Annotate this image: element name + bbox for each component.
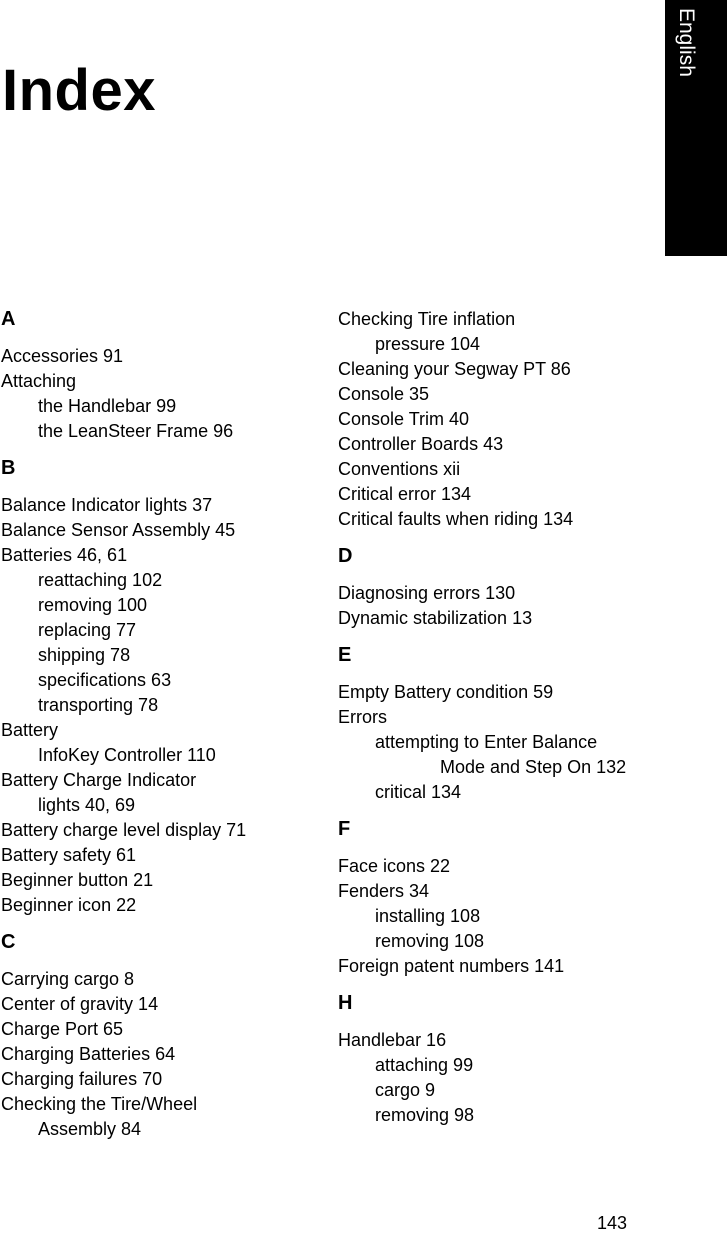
index-subentry: reattaching 102 — [38, 570, 163, 590]
index-entry: Empty Battery condition 59 — [338, 682, 554, 702]
section-spacer — [1, 918, 321, 930]
index-section — [338, 643, 658, 817]
page-title: Index — [2, 58, 156, 123]
index-subentry: pressure 104 — [375, 334, 481, 354]
page-number: 143 — [597, 1213, 628, 1233]
index-section — [1, 930, 321, 1142]
index-entry: Battery safety 61 — [1, 845, 137, 865]
index-subentry: cargo 9 — [375, 1080, 436, 1100]
index-entry: Foreign patent numbers 141 — [338, 956, 565, 976]
index-entry: Cleaning your Segway PT 86 — [338, 359, 571, 379]
language-tab-label: English — [675, 8, 698, 77]
index-entry: Conventions xii — [338, 459, 461, 479]
index-subentry: attaching 99 — [375, 1055, 474, 1075]
index-subentry: specifications 63 — [38, 670, 172, 690]
index-entry: Beginner icon 22 — [1, 895, 137, 915]
index-subentry: replacing 77 — [38, 620, 137, 640]
index-subentry: the LeanSteer Frame 96 — [38, 421, 234, 441]
index-entry: Charge Port 65 — [1, 1019, 124, 1039]
index-entry: Charging failures 70 — [1, 1069, 163, 1089]
index-entry: Console Trim 40 — [338, 409, 470, 429]
index-entry: Critical faults when riding 134 — [338, 509, 574, 529]
index-column-right — [338, 307, 658, 1128]
index-section — [338, 991, 658, 1128]
index-subentry: removing 98 — [375, 1105, 475, 1125]
index-entry: Checking Tire inflation — [338, 309, 516, 329]
index-entry: Accessories 91 — [1, 346, 124, 366]
index-entry: Face icons 22 — [338, 856, 451, 876]
index-subentry: removing 108 — [375, 931, 485, 951]
section-letter: H — [338, 992, 353, 1014]
section-spacer — [338, 631, 658, 643]
index-section — [338, 307, 658, 544]
index-entry: Controller Boards 43 — [338, 434, 504, 454]
index-subentry: installing 108 — [375, 906, 481, 926]
index-entry: Dynamic stabilization 13 — [338, 608, 533, 628]
index-entry: Critical error 134 — [338, 484, 472, 504]
index-section — [338, 817, 658, 991]
section-letter: C — [1, 931, 16, 953]
index-subentry: removing 100 — [38, 595, 148, 615]
index-subentry: lights 40, 69 — [38, 795, 136, 815]
index-entry: Console 35 — [338, 384, 430, 404]
section-spacer — [338, 979, 658, 991]
index-subentry: InfoKey Controller 110 — [38, 745, 216, 765]
index-entry: Carrying cargo 8 — [1, 969, 135, 989]
index-subentry: shipping 78 — [38, 645, 131, 665]
index-subentry: Assembly 84 — [38, 1119, 142, 1139]
section-letter: E — [338, 644, 352, 666]
section-letter: D — [338, 545, 353, 567]
index-subentry: transporting 78 — [38, 695, 159, 715]
index-entry: Diagnosing errors 130 — [338, 583, 516, 603]
index-entry: Balance Indicator lights 37 — [1, 495, 213, 515]
index-section — [1, 456, 321, 930]
index-entry: Handlebar 16 — [338, 1030, 447, 1050]
section-spacer — [338, 532, 658, 544]
section-letter: B — [1, 457, 16, 479]
index-entry: Batteries 46, 61 — [1, 545, 128, 565]
index-entry: Battery charge level display 71 — [1, 820, 247, 840]
index-entry: Attaching — [1, 371, 77, 391]
index-entry: Balance Sensor Assembly 45 — [1, 520, 236, 540]
index-entry: Errors — [338, 707, 387, 727]
section-letter: F — [338, 818, 351, 840]
index-entry: Battery — [1, 720, 59, 740]
index-subentry: critical 134 — [375, 782, 462, 802]
index-subentry: attempting to Enter Balance — [375, 732, 598, 752]
section-letter: A — [1, 308, 16, 330]
section-spacer — [338, 805, 658, 817]
section-spacer — [1, 444, 321, 456]
index-entry: Center of gravity 14 — [1, 994, 159, 1014]
index-subentry: Mode and Step On 132 — [440, 757, 627, 777]
index-section — [338, 544, 658, 643]
index-section — [1, 307, 321, 456]
index-entry: Fenders 34 — [338, 881, 430, 901]
index-entry: Battery Charge Indicator — [1, 770, 197, 790]
index-entry: Charging Batteries 64 — [1, 1044, 176, 1064]
index-subentry: the Handlebar 99 — [38, 396, 177, 416]
index-entry: Checking the Tire/Wheel — [1, 1094, 198, 1114]
index-column-left — [1, 307, 321, 1142]
index-entry: Beginner button 21 — [1, 870, 154, 890]
